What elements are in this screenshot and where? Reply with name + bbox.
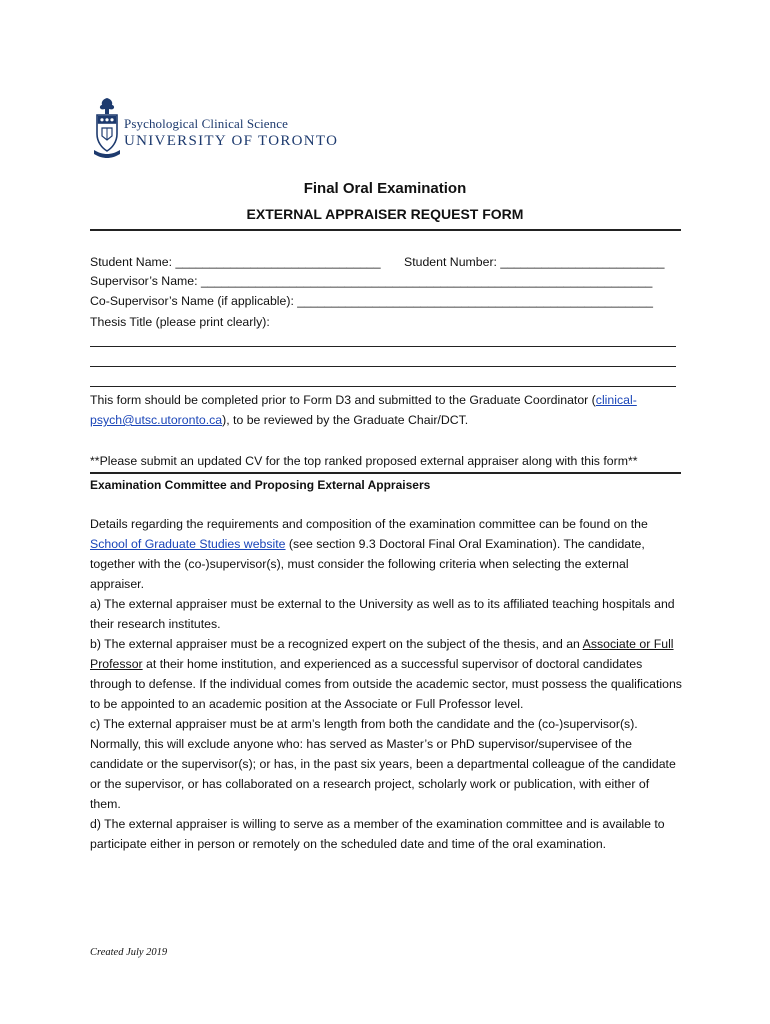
sgs-website-link[interactable]: School of Graduate Studies website	[90, 537, 286, 551]
university-logo	[94, 96, 364, 158]
section-divider	[90, 472, 681, 474]
coordinator-email-link[interactable]: clinical-psych@utsc.utoronto.ca	[90, 393, 637, 427]
title-divider	[90, 229, 681, 231]
criteria-d: d) The external appraiser is willing to serve as a member of the examination committee and is available to participate either in person or remotely on the scheduled date and time of the oral examination.	[90, 817, 665, 851]
criteria-a: a) The external appraiser must be external to the University as well as to its affiliated teaching hospitals and their research institutes.	[90, 597, 675, 631]
criteria-b-text-after: at their home institution, and experienced as a successful supervisor of doctoral candidates through to defense. If the individual comes from outside the academic sector, must possess the qualifications to be appointed to an academic position at the Associate or Full Professor level.	[90, 657, 682, 711]
section-intro	[90, 514, 682, 594]
instructions-text-after: ), to be reviewed by the Graduate Chair/DCT.	[222, 413, 469, 427]
logo-department-text: Psychological Clinical Science	[124, 116, 289, 131]
supervisor-name-field[interactable]: Supervisor’s Name: __________________________________________________________________	[90, 274, 653, 288]
intro-text: Details regarding the requirements and composition of the examination committee can be found on the	[90, 517, 648, 531]
created-date: Created July 2019	[90, 947, 168, 958]
thesis-title-line[interactable]	[90, 386, 676, 387]
intro-text-after: (see section 9.3 Doctoral Final Oral Examination). The candidate, together with the (co-)supervisor(s), must consider the following criteria when selecting the external appraiser.	[90, 537, 645, 591]
criteria-b-text: b) The external appraiser must be a recognized expert on the subject of the thesis, and an	[90, 637, 583, 651]
thesis-title-label: Thesis Title (please print clearly):	[90, 315, 270, 329]
section-heading: Examination Committee and Proposing External Appraisers	[90, 478, 431, 492]
logo-university-text: UNIVERSITY OF TORONTO	[124, 133, 339, 149]
submission-instructions	[90, 390, 682, 430]
university-crest-icon	[94, 96, 120, 158]
instructions-text-before: This form should be completed prior to Form D3 and submitted to the Graduate Coordinator (	[90, 393, 596, 407]
student-number-field[interactable]: Student Number: ________________________	[404, 255, 665, 269]
form-subtitle: EXTERNAL APPRAISER REQUEST FORM	[246, 206, 524, 222]
thesis-title-line[interactable]	[90, 346, 676, 347]
thesis-title-line[interactable]	[90, 366, 676, 367]
form-title: Final Oral Examination	[303, 180, 467, 197]
section-body	[90, 514, 682, 854]
cosupervisor-name-field[interactable]: Co-Supervisor’s Name (if applicable): ____________________________________________________	[90, 294, 653, 308]
criteria-c: c) The external appraiser must be at arm’s length from both the candidate and the (co-)supervisor(s). Normally, this will exclude anyone who: has served as Master’s or PhD supervisor/supervisee of the candidate or the supervisor(s); or has, in the past six years, been a departmental colleague of the candidate or the supervisor, or has collaborated on a research project, scholarly work or publication, with either of them.	[90, 717, 676, 811]
cv-note: **Please submit an updated CV for the top ranked proposed external appraiser along with this form**	[90, 454, 638, 468]
criteria-b	[90, 634, 682, 714]
student-name-field[interactable]: Student Name: ______________________________	[90, 255, 381, 269]
professor-rank-text: Associate or Full Professor	[90, 637, 674, 671]
